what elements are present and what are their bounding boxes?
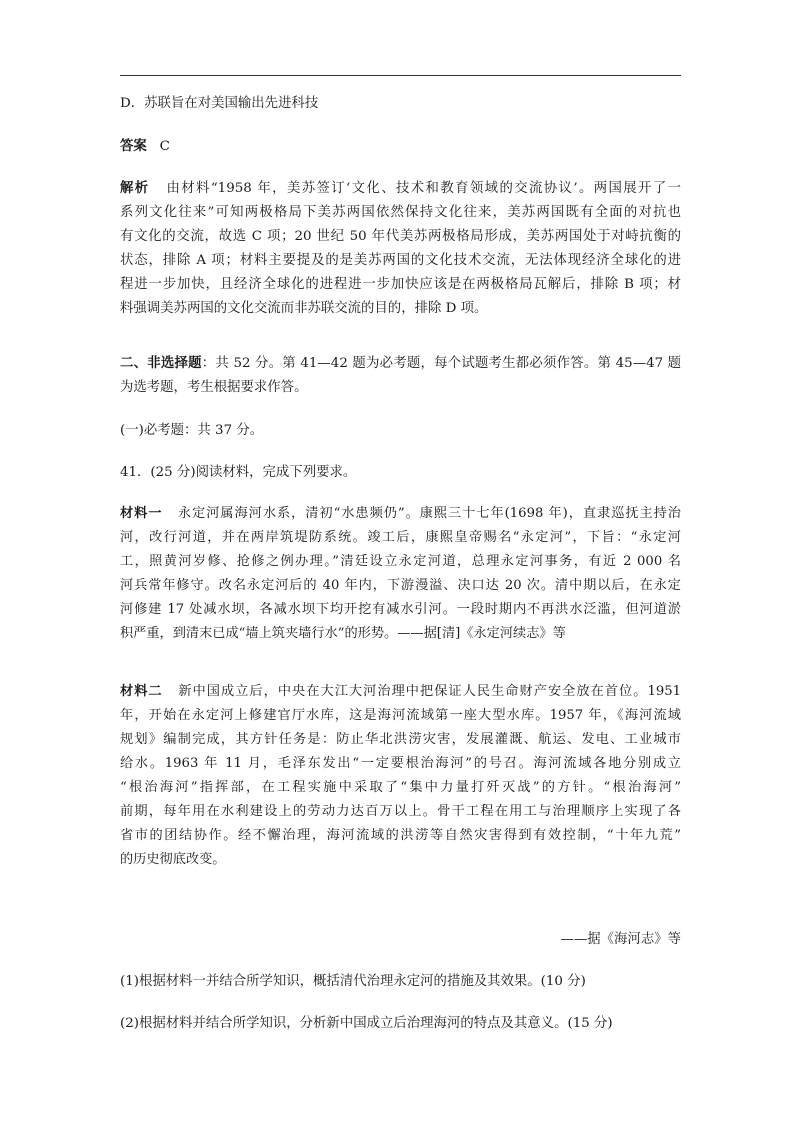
header-rule — [120, 75, 681, 76]
answer-value: C — [159, 139, 170, 154]
material-two: 材料二 新中国成立后，中央在大江大河治理中把保证人民生命财产安全放在首位。1951 年，开始在永定河上修建官厅水库，这是海河流域第一座大型水库。1957 年，《海河流域 规划》编制完成，其方针任务是：防止华北洪涝灾害，发展灌溉、航运、发电、工业城市 给水。1963 年 11 月，毛泽东发出“一定要根治海河”的号召。海河流域各地分别成立 “根治海河”指挥部，在工程实施中采取了“集中力量打歼灭战”的方针。“根治海河” 前期，每年用在水利建设上的劳动力达百万以上。骨干工程在用工与治理顺序上实现了各 省市的团结协作。经不懈治理，海河流域的洪涝等自然灾害得到有效控制，“十年九荒” 的历史彻底改变。 — [120, 684, 682, 867]
answer-line — [120, 135, 681, 159]
analysis-paragraph: 解析 由材料“1958 年，美苏签订‘文化、技术和教育领域的交流协议’。两国展开了一 系列文化往来”可知两极格局下美苏两国依然保持文化往来，美苏两国既有全面的对抗也 有文化的交流，故选 C 项；20 世纪 50 年代美苏两极格局形成，美苏两国处于对峙抗衡的 状态，排除 A 项；材料主要提及的是美苏两国的文化技术交流，无法体现经济全球化的进 程进一步加快，且经济全球化的进程进一步加快应该是在两极格局瓦解后，排除 B 项；材 料强调美苏两国的文化交流而非苏联交流的目的，排除 D 项。 — [120, 181, 682, 316]
question-41: 41．(25 分)阅读材料，完成下列要求。 — [120, 465, 357, 480]
section-two-label: 二、非选择题 — [120, 356, 202, 371]
option-d: D．苏联旨在对美国输出先进科技 — [120, 96, 319, 111]
required-questions-heading: (一)必考题：共 37 分。 — [120, 423, 264, 438]
material-two-source: ——据《海河志》等 — [560, 932, 681, 947]
analysis-label: 解析 — [120, 181, 150, 196]
section-two-heading: 二、非选择题：共 52 分。第 41—42 题为必考题，每个试题考生都必须作答。第 45—47 题 为选考题，考生根据要求作答。 — [120, 356, 682, 395]
material-two-label: 材料二 — [120, 684, 163, 699]
sub-question-1: (1)根据材料一并结合所学知识，概括清代治理永定河的措施及其效果。(10 分) — [120, 974, 586, 989]
sub-question-2: (2)根据材料并结合所学知识，分析新中国成立后治理海河的特点及其意义。(15 分) — [120, 1016, 613, 1031]
material-one: 材料一 永定河属海河水系，清初“水患频仍”。康熙三十七年(1698 年)，直隶巡抚主持治 河，改行河道，并在两岸筑堤防系统。竣工后，康熙皇帝赐名“永定河”，下旨：“永定河 工，照黄河岁修、抢修之例办理。”清廷设立永定河道，总理永定河事务，有近 2 000 名 河兵常年修守。改名永定河后的 40 年内，下游漫溢、决口达 20 次。清中期以后，在永定 河修建 17 处减水坝，各减水坝下均开挖有减水引河。一段时期内不再洪水泛滥，但河道淤 积严重，到清末已成“墙上筑夹墙行水”的形势。——据[清]《永定河续志》等 — [120, 506, 681, 641]
material-one-label: 材料一 — [120, 506, 163, 521]
answer-label: 答案 — [120, 139, 147, 154]
